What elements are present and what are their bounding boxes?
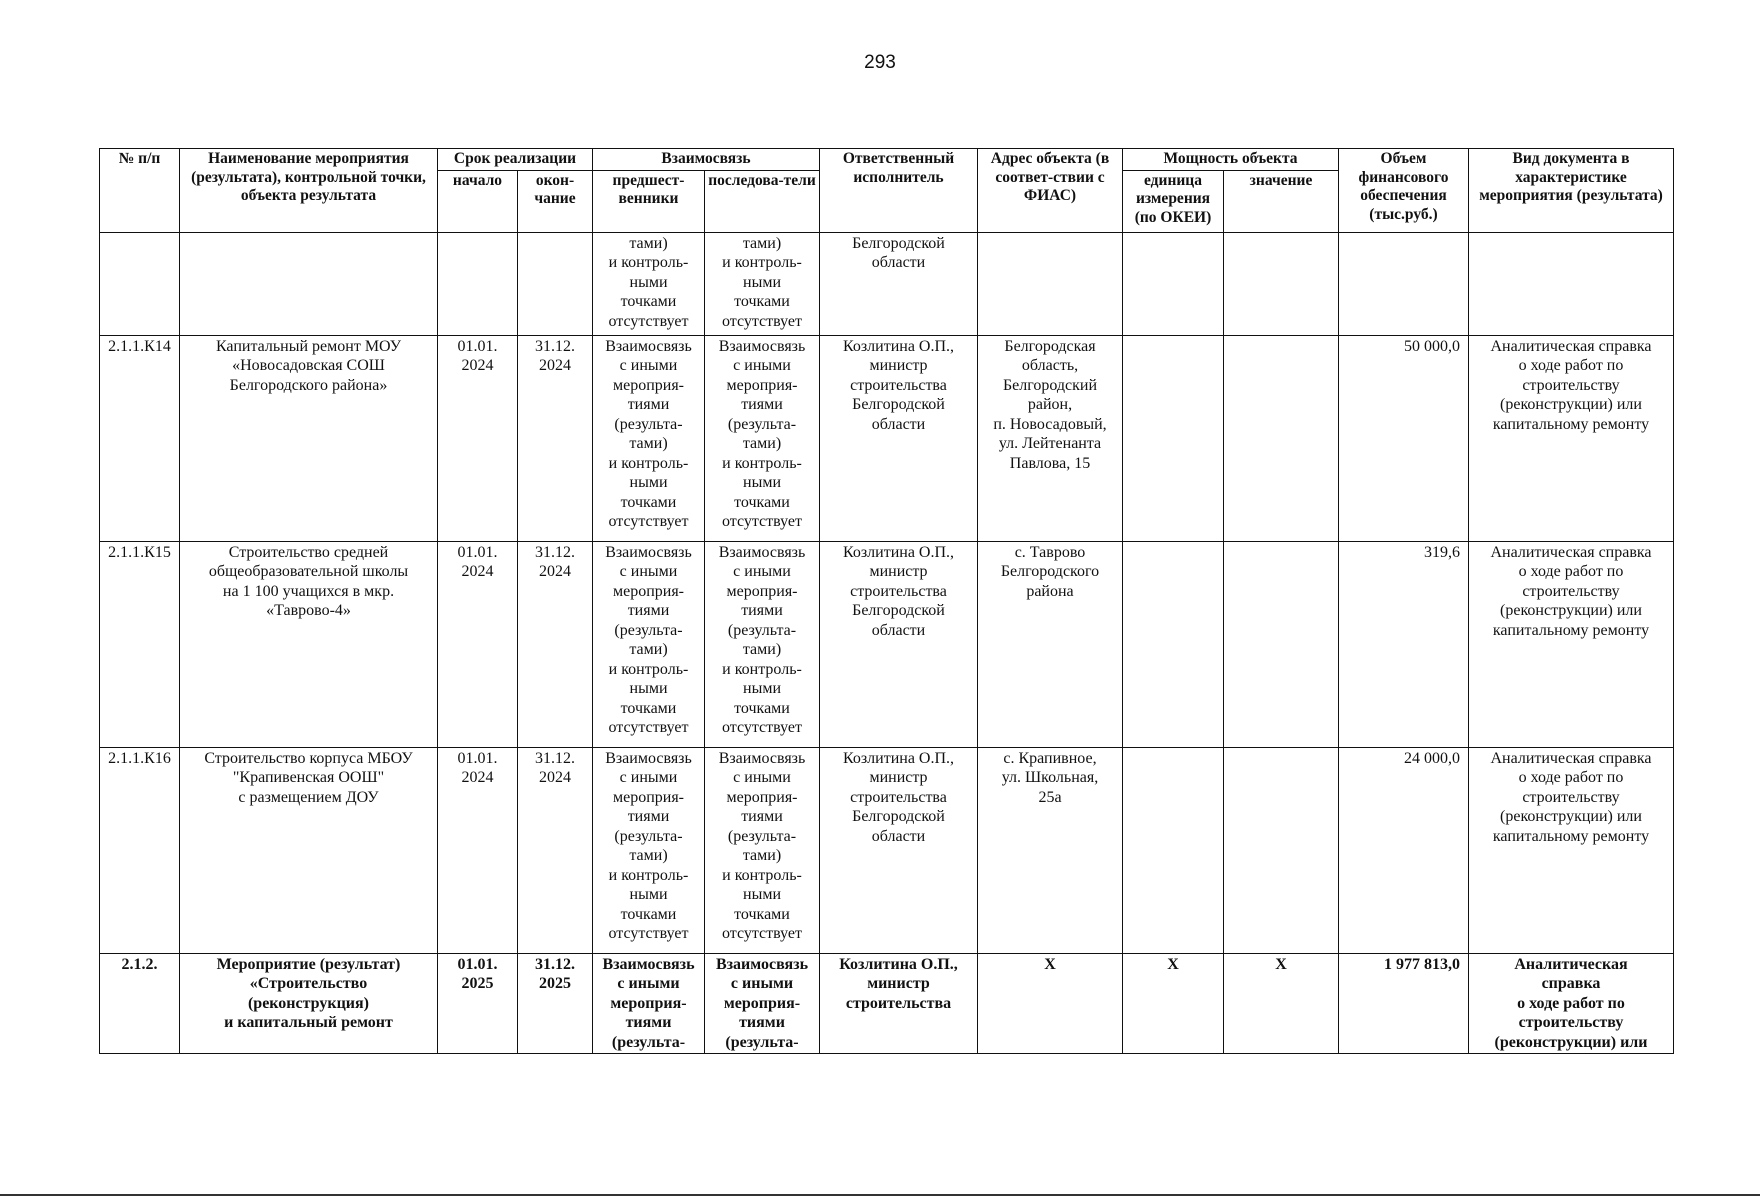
text-line: тами): [629, 847, 668, 865]
text-line: Козлитина О.П.,: [839, 955, 958, 973]
text-line: Взаимосвязь: [605, 543, 692, 561]
text-line: на 1 100 учащихся в мкр.: [222, 582, 395, 600]
text-line: отсутствует: [608, 513, 689, 531]
text-line: Белгородской: [852, 808, 945, 826]
text-line: тами): [742, 641, 782, 659]
text-line: отсутствует: [721, 925, 803, 943]
text-line: о ходе работ по: [1518, 769, 1624, 787]
text-line: тами): [629, 234, 668, 252]
text-line: области: [871, 415, 926, 433]
text-line: тами): [742, 435, 782, 453]
text-line: мероприя-: [723, 994, 801, 1012]
text-line: 31.12.: [535, 337, 575, 355]
text-line: Взаимосвязь: [718, 749, 806, 767]
text-line: строительству: [1518, 1014, 1624, 1032]
text-line: строительства: [850, 376, 947, 394]
text-line: мероприя-: [726, 376, 798, 394]
text-line: тами): [629, 435, 668, 453]
row-start-cell: [438, 541, 518, 747]
text-line: и контроль-: [608, 866, 689, 884]
header-finance: Объем финансового обеспечения (тыс.руб.): [1339, 149, 1469, 233]
text-line: района: [1026, 582, 1074, 600]
text-line: Аналитическая справка: [1490, 337, 1652, 355]
text-line: (реконструкции) или: [1500, 808, 1642, 826]
text-line: с иными: [733, 357, 791, 375]
text-line: ными: [629, 680, 668, 698]
row-pred-cell: [593, 953, 705, 1054]
text-line: Капитальный ремонт МОУ: [215, 337, 402, 355]
text-line: (результа-: [614, 415, 683, 433]
row-address-cell: [978, 953, 1123, 1054]
row-num-cell: 2.1.1.К16: [100, 747, 180, 953]
text-line: области: [871, 254, 926, 272]
text-line: тиями: [627, 396, 670, 414]
text-line: капитальному ремонту: [1492, 621, 1650, 639]
text-line: Аналитическая: [1514, 955, 1628, 973]
text-line: Взаимосвязь: [602, 955, 695, 973]
text-line: мероприя-: [726, 582, 798, 600]
text-line: капитальному ремонту: [1492, 827, 1650, 845]
text-line: 25а: [1038, 788, 1062, 806]
text-line: отсутствует: [608, 719, 689, 737]
text-line: с иными: [733, 563, 791, 581]
text-line: отсутствует: [608, 925, 689, 943]
text-line: тиями: [627, 808, 670, 826]
text-line: строительству: [1522, 582, 1620, 600]
text-line: Козлитина О.П.,: [842, 337, 955, 355]
text-line: Козлитина О.П.,: [842, 749, 955, 767]
row-succ-cell: [705, 335, 820, 541]
cont-pred-cell: [593, 232, 705, 335]
text-line: Х: [1044, 955, 1056, 973]
header-responsible: Ответственный исполнитель: [820, 149, 978, 233]
text-line: точками: [620, 493, 677, 511]
table-row: [100, 953, 1674, 1054]
text-line: 2025: [539, 975, 571, 993]
header-capacity-unit: единица измерения (по ОКЕИ): [1123, 170, 1224, 232]
text-line: Белгородской: [852, 602, 945, 620]
text-line: капитальному ремонту: [1492, 415, 1650, 433]
row-name-cell: [180, 953, 438, 1054]
text-line: отсутствует: [721, 719, 803, 737]
text-line: тами): [742, 234, 782, 252]
text-line: о ходе работ по: [1517, 994, 1625, 1012]
page-bottom-rule: [0, 1194, 1760, 1196]
header-capacity-value: значение: [1224, 170, 1339, 232]
text-line: «Строительство: [249, 975, 368, 993]
text-line: Строительство средней: [228, 543, 389, 561]
text-line: 01.01.: [457, 543, 498, 561]
header-num: № п/п: [100, 149, 180, 233]
text-line: строительству: [1522, 376, 1620, 394]
row-responsible-cell: [820, 335, 978, 541]
row-unit-cell: [1123, 335, 1224, 541]
text-line: строительства: [845, 994, 952, 1012]
text-line: Взаимосвязь: [605, 337, 692, 355]
text-line: с размещением ДОУ: [238, 788, 379, 806]
text-line: Строительство корпуса МБОУ: [204, 749, 413, 767]
text-line: о ходе работ по: [1518, 357, 1624, 375]
text-line: строительства: [850, 788, 947, 806]
text-line: с иными: [730, 975, 794, 993]
text-line: отсутствует: [608, 312, 689, 330]
text-line: точками: [620, 293, 677, 311]
text-line: точками: [734, 493, 790, 511]
text-line: и контроль-: [722, 254, 802, 272]
row-responsible-cell: [820, 541, 978, 747]
text-line: мероприя-: [612, 582, 685, 600]
text-line: Белгородский: [1002, 376, 1098, 394]
text-line: и контроль-: [608, 660, 689, 678]
row-name-cell: [180, 541, 438, 747]
row-start-cell: [438, 747, 518, 953]
row-pred-cell: [593, 747, 705, 953]
text-line: ными: [743, 886, 781, 904]
text-line: и контроль-: [722, 454, 802, 472]
header-link-succ: последова-тели: [705, 170, 820, 232]
text-line: ными: [629, 886, 668, 904]
continuation-row: [100, 232, 1674, 335]
row-num-cell: 2.1.1.К14: [100, 335, 180, 541]
row-end-cell: [518, 335, 593, 541]
text-line: 2024: [539, 563, 571, 581]
text-line: о ходе работ по: [1518, 563, 1624, 581]
text-line: мероприя-: [726, 788, 798, 806]
text-line: тиями: [739, 1014, 785, 1032]
row-succ-cell: [705, 541, 820, 747]
text-line: и контроль-: [722, 660, 802, 678]
row-name-cell: [180, 335, 438, 541]
text-line: и контроль-: [608, 454, 689, 472]
text-line: тиями: [627, 602, 670, 620]
row-doc-cell: [1469, 953, 1674, 1054]
header-capacity: Мощность объекта: [1123, 149, 1339, 171]
text-line: (результа-: [727, 827, 797, 845]
row-num-cell: 2.1.2.: [100, 953, 180, 1054]
events-table: [99, 148, 1674, 1054]
text-line: (реконструкция): [247, 994, 370, 1012]
row-end-cell: [518, 953, 593, 1054]
text-line: Белгородской: [852, 396, 945, 414]
text-line: с. Таврово: [1014, 543, 1086, 561]
row-unit-cell: [1123, 747, 1224, 953]
text-line: Белгородской: [852, 234, 945, 252]
text-line: Взаимосвязь: [718, 543, 806, 561]
row-finance-cell: 50 000,0: [1339, 335, 1469, 541]
header-doc: Вид документа в характеристике мероприятия (результата): [1469, 149, 1674, 233]
text-line: Белгородская: [1004, 337, 1096, 355]
text-line: и контроль-: [722, 866, 802, 884]
row-doc-cell: [1469, 541, 1674, 747]
text-line: "Крапивенская ООШ": [232, 769, 385, 787]
header-link-pred: предшест-венники: [593, 170, 705, 232]
header-address: Адрес объекта (в соответ-ствии с ФИАС): [978, 149, 1123, 233]
text-line: мероприя-: [612, 788, 685, 806]
text-line: 2024: [539, 769, 571, 787]
row-end-cell: [518, 747, 593, 953]
text-line: строительству: [1522, 788, 1620, 806]
header-link: Взаимосвязь: [593, 149, 820, 171]
text-line: министр: [869, 563, 928, 581]
text-line: область,: [1021, 357, 1079, 375]
text-line: с. Крапивное,: [1003, 749, 1097, 767]
row-doc-cell: [1469, 335, 1674, 541]
row-value-cell: [1224, 747, 1339, 953]
text-line: точками: [620, 699, 677, 717]
text-line: ул. Лейтенанта: [998, 435, 1102, 453]
text-line: (результа-: [614, 621, 683, 639]
text-line: 2025: [461, 975, 494, 993]
row-succ-cell: [705, 953, 820, 1054]
row-start-cell: [438, 953, 518, 1054]
text-line: отсутствует: [721, 513, 803, 531]
text-line: Взаимосвязь: [715, 955, 809, 973]
row-pred-cell: [593, 541, 705, 747]
row-unit-cell: [1123, 541, 1224, 747]
text-line: 31.12.: [535, 749, 575, 767]
text-line: с иными: [619, 563, 678, 581]
text-line: тиями: [741, 808, 783, 826]
text-line: (реконструкции) или: [1500, 396, 1642, 414]
text-line: Белгородского: [1000, 563, 1100, 581]
text-line: мероприя-: [612, 376, 685, 394]
text-line: точками: [734, 293, 790, 311]
header-term: Срок реализации: [438, 149, 593, 171]
text-line: мероприя-: [610, 994, 687, 1012]
header-name: Наименование мероприятия (результата), контрольной точки, объекта результата: [180, 149, 438, 233]
text-line: и контроль-: [608, 254, 689, 272]
row-address-cell: [978, 335, 1123, 541]
text-line: 01.01.: [457, 955, 498, 973]
text-line: ными: [743, 474, 781, 492]
row-doc-cell: [1469, 747, 1674, 953]
text-line: 2024: [461, 563, 494, 581]
text-line: (результа-: [727, 415, 797, 433]
text-line: тиями: [741, 396, 783, 414]
text-line: и капитальный ремонт: [224, 1014, 393, 1032]
text-line: Взаимосвязь: [718, 337, 806, 355]
row-address-cell: [978, 541, 1123, 747]
cont-responsible-cell: [820, 232, 978, 335]
text-line: тиями: [625, 1014, 672, 1032]
table-row: [100, 541, 1674, 747]
text-line: Белгородского района»: [229, 376, 388, 394]
row-address-cell: [978, 747, 1123, 953]
text-line: Мероприятие (результат): [216, 955, 401, 973]
table-row: [100, 747, 1674, 953]
row-value-cell: [1224, 335, 1339, 541]
text-line: Павлова, 15: [1009, 454, 1091, 472]
header-term-end: окон-чание: [518, 170, 593, 232]
text-line: общеобразовательной школы: [208, 563, 409, 581]
text-line: 01.01.: [457, 337, 498, 355]
text-line: Аналитическая справка: [1490, 749, 1652, 767]
row-finance-cell: 319,6: [1339, 541, 1469, 747]
header-term-start: начало: [438, 170, 518, 232]
text-line: Козлитина О.П.,: [842, 543, 955, 561]
text-line: с иными: [619, 357, 678, 375]
text-line: (результа-: [614, 827, 683, 845]
text-line: с иными: [733, 769, 791, 787]
text-line: 31.12.: [535, 955, 575, 973]
table-row: [100, 335, 1674, 541]
text-line: точками: [620, 905, 677, 923]
text-line: области: [871, 621, 926, 639]
text-line: район,: [1027, 396, 1073, 414]
text-line: ными: [629, 474, 668, 492]
text-line: области: [871, 827, 926, 845]
row-pred-cell: [593, 335, 705, 541]
text-line: (реконструкции) или: [1494, 1033, 1648, 1051]
text-line: министр: [867, 975, 930, 993]
row-finance-cell: 1 977 813,0: [1339, 953, 1469, 1054]
row-end-cell: [518, 541, 593, 747]
text-line: 31.12.: [535, 543, 575, 561]
row-start-cell: [438, 335, 518, 541]
row-responsible-cell: [820, 747, 978, 953]
text-line: тами): [742, 847, 782, 865]
row-unit-cell: Х: [1123, 953, 1224, 1054]
cont-succ-cell: [705, 232, 820, 335]
text-line: «Таврово-4»: [266, 602, 351, 620]
text-line: 2024: [539, 357, 571, 375]
text-line: 2024: [461, 357, 494, 375]
page-number: 293: [864, 52, 896, 73]
text-line: ными: [743, 680, 781, 698]
text-line: тиями: [741, 602, 783, 620]
text-line: ул. Школьная,: [1001, 769, 1099, 787]
text-line: п. Новосадовый,: [993, 415, 1107, 433]
text-line: (результа-: [727, 621, 797, 639]
text-line: (результа-: [725, 1033, 799, 1051]
text-line: 01.01.: [457, 749, 498, 767]
text-line: министр: [869, 357, 928, 375]
text-line: точками: [734, 699, 790, 717]
text-line: (реконструкции) или: [1500, 602, 1642, 620]
row-value-cell: Х: [1224, 953, 1339, 1054]
row-name-cell: [180, 747, 438, 953]
text-line: Взаимосвязь: [605, 749, 692, 767]
text-line: «Новосадовская СОШ: [232, 357, 385, 375]
row-value-cell: [1224, 541, 1339, 747]
text-line: 2024: [461, 769, 494, 787]
text-line: с иными: [617, 975, 680, 993]
text-line: строительства: [850, 582, 947, 600]
text-line: министр: [869, 769, 928, 787]
row-finance-cell: 24 000,0: [1339, 747, 1469, 953]
text-line: ными: [743, 273, 781, 291]
row-succ-cell: [705, 747, 820, 953]
text-line: точками: [734, 905, 790, 923]
text-line: справка: [1541, 975, 1601, 993]
text-line: Аналитическая справка: [1490, 543, 1652, 561]
text-line: тами): [629, 641, 668, 659]
row-responsible-cell: [820, 953, 978, 1054]
text-line: отсутствует: [721, 312, 803, 330]
text-line: (результа-: [611, 1033, 686, 1051]
row-num-cell: 2.1.1.К15: [100, 541, 180, 747]
text-line: ными: [629, 273, 668, 291]
text-line: с иными: [619, 769, 678, 787]
